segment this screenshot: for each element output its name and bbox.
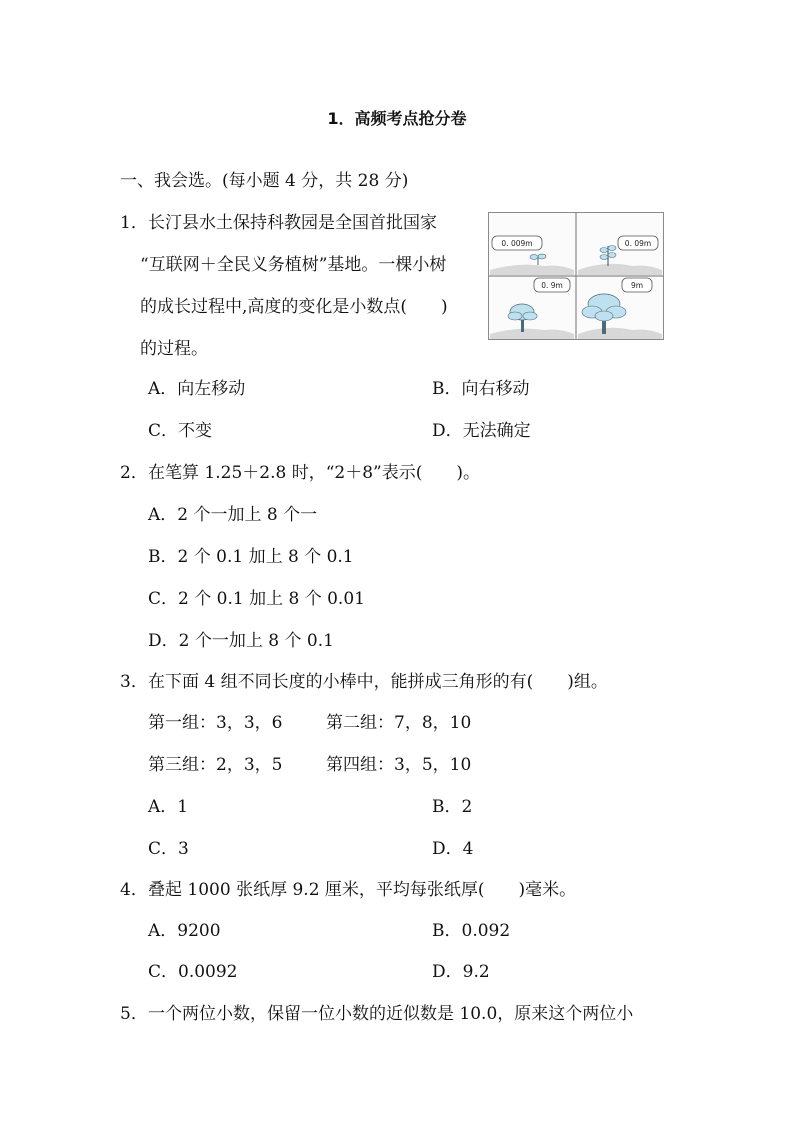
option-label: C． xyxy=(148,421,179,441)
question-1-option-d xyxy=(432,420,531,442)
section-heading: 一、我会选。(每小题 4 分，共 28 分) xyxy=(120,171,409,191)
question-3-group-2: 第二组：7，8，10 xyxy=(326,713,472,733)
question-1-number: 1． xyxy=(120,213,148,233)
option-text: 无法确定 xyxy=(462,421,531,441)
question-3-option-c xyxy=(148,838,189,860)
option-label: D． xyxy=(432,839,463,859)
panel-3-height: 0. 9m xyxy=(541,281,563,290)
question-1-line-1: 长汀县水土保持科教园是全国首批国家 xyxy=(148,213,437,233)
panel-2-height: 0. 09m xyxy=(624,239,652,248)
option-label: C． xyxy=(148,589,179,609)
question-3-option-a xyxy=(148,796,188,818)
option-label: C． xyxy=(148,839,179,859)
question-3-option-b xyxy=(432,796,472,818)
question-5-number: 5． xyxy=(120,1004,148,1024)
question-3-number: 3． xyxy=(120,672,148,692)
question-2-option-b xyxy=(148,546,354,568)
question-4-option-c xyxy=(148,961,238,983)
question-3-group-4: 第四组：3，5，10 xyxy=(326,755,472,775)
option-text: 2 个一加上 8 个 0.1 xyxy=(178,631,334,651)
question-4-option-d xyxy=(432,961,490,983)
option-text: 不变 xyxy=(178,421,213,441)
option-text: 1 xyxy=(177,797,189,817)
option-label: A． xyxy=(148,379,178,399)
panel-4-height: 9m xyxy=(630,281,644,290)
option-label: B． xyxy=(432,921,462,941)
option-text: 向右移动 xyxy=(461,379,530,399)
option-text: 0.092 xyxy=(461,921,511,941)
tree-growth-illustration xyxy=(488,212,664,340)
option-label: C． xyxy=(148,962,179,982)
question-1-option-b xyxy=(432,378,530,400)
option-text: 2 xyxy=(461,797,473,817)
question-3-stem: 在下面 4 组不同长度的小棒中，能拼成三角形的有( )组。 xyxy=(148,672,608,692)
question-1-option-a xyxy=(148,378,245,400)
tree-growth-figure xyxy=(488,212,664,340)
option-label: B． xyxy=(148,547,178,567)
panel-1-height: 0. 009m xyxy=(501,239,533,248)
option-label: B． xyxy=(432,797,462,817)
question-3-group-3: 第三组：2，3，5 xyxy=(148,755,283,775)
option-label: D． xyxy=(148,631,179,651)
question-1-line-2: “互联网＋全民义务植树”基地。一棵小树 xyxy=(140,255,447,275)
option-label: D． xyxy=(432,962,463,982)
question-2-option-d xyxy=(148,630,334,652)
option-text: 3 xyxy=(178,839,189,859)
question-2-option-a xyxy=(148,504,317,526)
option-text: 4 xyxy=(462,839,474,859)
question-1-option-c xyxy=(148,420,212,442)
option-label: A． xyxy=(148,921,178,941)
question-2-stem: 在笔算 1.25＋2.8 时，“2＋8”表示( )。 xyxy=(148,463,480,483)
option-text: 向左移动 xyxy=(177,379,246,399)
question-2-option-c xyxy=(148,588,365,610)
question-4-option-b xyxy=(432,920,510,942)
question-4-number: 4． xyxy=(120,880,148,900)
question-2-number: 2． xyxy=(120,463,148,483)
option-text: 2 个 0.1 加上 8 个 0.01 xyxy=(178,589,365,609)
question-3-option-d xyxy=(432,838,473,860)
question-3-group-1: 第一组：3，3，6 xyxy=(148,713,283,733)
option-label: A． xyxy=(148,797,178,817)
page-title: 1．高频考点抢分卷 xyxy=(327,109,467,128)
option-label: A． xyxy=(148,505,178,525)
option-text: 2 个 0.1 加上 8 个 0.1 xyxy=(177,547,354,567)
option-text: 9.2 xyxy=(462,962,490,982)
question-4-option-a xyxy=(148,920,221,942)
question-1-line-3: 的成长过程中,高度的变化是小数点( ) xyxy=(140,297,448,317)
option-label: D． xyxy=(432,421,463,441)
option-text: 0.0092 xyxy=(178,962,238,982)
option-label: B． xyxy=(432,379,462,399)
option-text: 2 个一加上 8 个一 xyxy=(177,505,318,525)
question-5-stem: 一个两位小数，保留一位小数的近似数是 10.0，原来这个两位小 xyxy=(148,1004,634,1024)
question-4-stem: 叠起 1000 张纸厚 9.2 厘米，平均每张纸厚( )毫米。 xyxy=(148,880,577,900)
option-text: 9200 xyxy=(177,921,221,941)
question-1-line-4: 的过程。 xyxy=(140,339,208,359)
